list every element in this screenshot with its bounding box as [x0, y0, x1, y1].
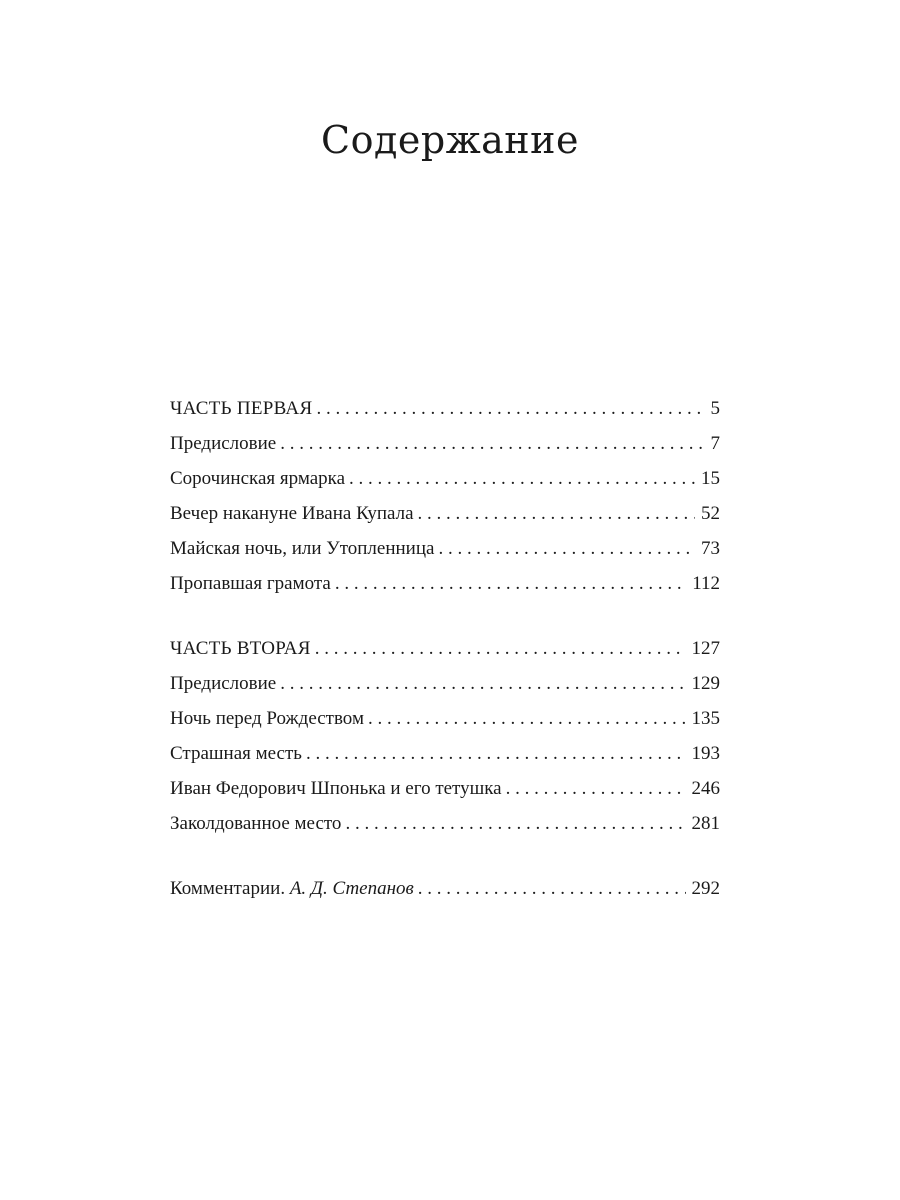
toc-entry[interactable]: [170, 461, 720, 496]
toc-entry-page: 127: [691, 638, 720, 659]
toc-entry[interactable]: [170, 391, 720, 426]
toc-entry-page: 193: [691, 743, 720, 764]
dot-leader: [418, 871, 686, 906]
toc-entry[interactable]: [170, 426, 720, 461]
dot-leader: [349, 461, 695, 496]
page-title: Содержание: [321, 118, 579, 162]
dot-leader: [506, 771, 686, 806]
toc-entry-title: ЧАСТЬ ПЕРВАЯ: [170, 398, 313, 419]
toc-entry-page: 112: [692, 573, 720, 594]
toc-entry-title: Иван Федорович Шпонька и его тетушка: [170, 778, 502, 799]
dot-leader: [418, 496, 695, 531]
toc-entry-title: Ночь перед Рождеством: [170, 708, 364, 729]
dot-leader: [316, 391, 702, 426]
toc-entry-title: Предисловие: [170, 673, 277, 694]
toc-entry-title: Страшная месть: [170, 743, 302, 764]
toc-entry[interactable]: [170, 566, 720, 601]
toc-entry[interactable]: [170, 531, 720, 566]
toc-section-part-one: [170, 391, 720, 601]
toc-entry[interactable]: [170, 771, 720, 806]
toc-entry-page: 15: [701, 468, 720, 489]
toc-entry-page: 281: [691, 813, 720, 834]
toc-entry-title: Вечер накануне Ивана Купала: [170, 503, 414, 524]
toc-entry[interactable]: [170, 496, 720, 531]
toc-entry-title: [170, 871, 414, 906]
dot-leader: [306, 736, 686, 771]
toc-entry[interactable]: [170, 701, 720, 736]
toc-entry-page: 135: [691, 708, 720, 729]
toc-entry-title: Сорочинская ярмарка: [170, 468, 346, 489]
dot-leader: [335, 566, 686, 601]
toc-entry[interactable]: [170, 806, 720, 841]
toc-entry-title: ЧАСТЬ ВТОРАЯ: [170, 638, 311, 659]
toc-entry-page: 129: [691, 673, 720, 694]
dot-leader: [368, 701, 686, 736]
toc-entry-page: 5: [710, 398, 720, 419]
toc-entry[interactable]: [170, 666, 720, 701]
toc-entry-page: 73: [701, 538, 720, 559]
dot-leader: [280, 666, 685, 701]
toc-entry[interactable]: [170, 871, 720, 906]
toc-entry-title: Предисловие: [170, 433, 277, 454]
toc-entry-page: 246: [691, 778, 720, 799]
toc-entry-label: Комментарии.: [170, 878, 286, 899]
dot-leader: [315, 631, 686, 666]
toc-entry-page: 7: [710, 433, 720, 454]
toc-entry[interactable]: [170, 736, 720, 771]
table-of-contents: [170, 391, 720, 936]
dot-leader: [280, 426, 702, 461]
toc-entry-title: Пропавшая грамота: [170, 573, 331, 594]
dot-leader: [438, 531, 695, 566]
toc-section-part-two: [170, 631, 720, 841]
toc-entry-page: 292: [691, 878, 720, 899]
toc-entry-author: А. Д. Степанов: [289, 878, 414, 899]
dot-leader: [345, 806, 685, 841]
toc-entry-page: 52: [701, 503, 720, 524]
toc-entry[interactable]: [170, 631, 720, 666]
toc-entry-title: Майская ночь, или Утопленница: [170, 538, 435, 559]
toc-section-commentary: [170, 871, 720, 906]
toc-entry-title: Заколдованное место: [170, 813, 342, 834]
